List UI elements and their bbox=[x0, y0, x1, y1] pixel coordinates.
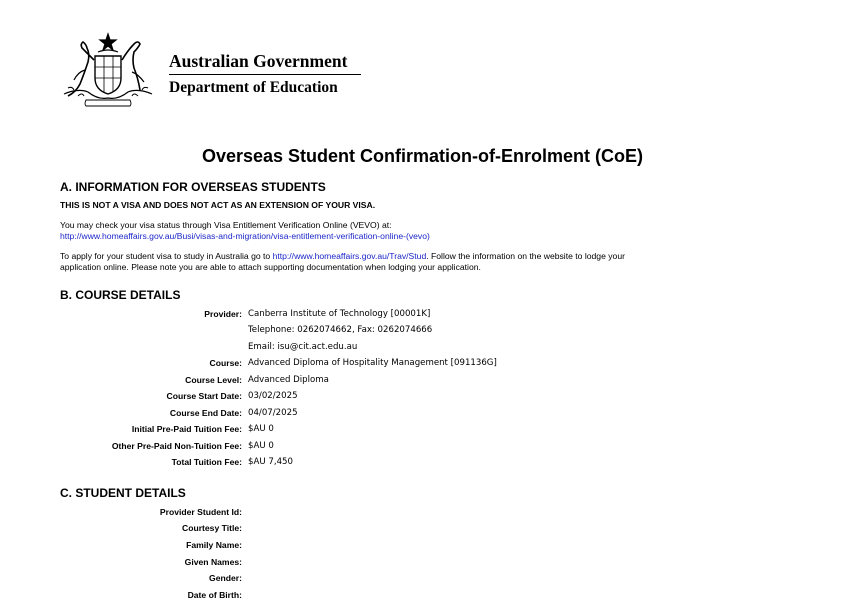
provider-email-value: Email: isu@cit.act.edu.au bbox=[248, 342, 358, 352]
apply-paragraph bbox=[60, 251, 790, 273]
document-title: Overseas Student Confirmation-of-Enrolment (CoE) bbox=[201, 146, 644, 166]
course-level-value: Advanced Diploma bbox=[248, 375, 329, 385]
course-start-date-value: 03/02/2025 bbox=[248, 391, 298, 401]
vevo-paragraph bbox=[60, 220, 790, 242]
course-label: Course: bbox=[209, 358, 242, 368]
initial-tuition-fee-label: Initial Pre-Paid Tuition Fee: bbox=[131, 424, 242, 434]
gender-label: Gender: bbox=[209, 573, 242, 583]
coat-of-arms-icon bbox=[58, 30, 158, 108]
section-b-heading: B. COURSE DETAILS bbox=[60, 288, 181, 302]
section-c-heading: C. STUDENT DETAILS bbox=[60, 486, 186, 500]
visa-warning: THIS IS NOT A VISA AND DOES NOT ACT AS AN EXTENSION OF YOUR VISA. bbox=[60, 200, 376, 210]
vevo-text: You may check your visa status through Visa Entitlement Verification Online (VEVO) at: bbox=[60, 220, 392, 230]
non-tuition-fee-value: $AU 0 bbox=[248, 441, 274, 451]
course-level-label: Course Level: bbox=[185, 375, 242, 385]
course-value: Advanced Diploma of Hospitality Management [091136G] bbox=[248, 358, 497, 368]
provider-phone-value: Telephone: 0262074662, Fax: 0262074666 bbox=[248, 325, 433, 335]
section-a-heading: A. INFORMATION FOR OVERSEAS STUDENTS bbox=[60, 180, 326, 194]
total-tuition-fee-value: $AU 7,450 bbox=[248, 457, 293, 467]
given-names-label: Given Names: bbox=[184, 557, 242, 567]
non-tuition-fee-label: Other Pre-Paid Non-Tuition Fee: bbox=[111, 441, 242, 451]
course-end-date-label: Course End Date: bbox=[169, 408, 242, 418]
provider-value: Canberra Institute of Technology [00001K] bbox=[248, 309, 431, 319]
apply-link[interactable]: http://www.homeaffairs.gov.au/Trav/Stud bbox=[272, 251, 427, 261]
provider-student-id-label: Provider Student Id: bbox=[159, 507, 242, 517]
family-name-label: Family Name: bbox=[186, 540, 242, 550]
department-name: Department of Education bbox=[169, 79, 338, 96]
government-name: Australian Government bbox=[169, 51, 348, 71]
date-of-birth-label: Date of Birth: bbox=[187, 590, 242, 600]
government-wordmark bbox=[169, 50, 369, 98]
apply-text-start: To apply for your student visa to study in Australia go to bbox=[60, 251, 273, 261]
course-end-date-value: 04/07/2025 bbox=[248, 408, 298, 418]
initial-tuition-fee-value: $AU 0 bbox=[248, 424, 274, 434]
wordmark-divider bbox=[169, 74, 361, 75]
courtesy-title-label: Courtesy Title: bbox=[181, 523, 242, 533]
course-start-date-label: Course Start Date: bbox=[166, 391, 242, 401]
total-tuition-fee-label: Total Tuition Fee: bbox=[171, 457, 242, 467]
apply-text-end: application online. Please note you are able to attach supporting documentation when lodging your application. bbox=[60, 262, 481, 272]
provider-label: Provider: bbox=[204, 309, 242, 319]
vevo-link[interactable]: http://www.homeaffairs.gov.au/Busi/visas-and-migration/visa-entitlement-verification-online-(vevo) bbox=[60, 231, 430, 241]
apply-text-middle: . Follow the information on the website to lodge your bbox=[426, 251, 625, 261]
